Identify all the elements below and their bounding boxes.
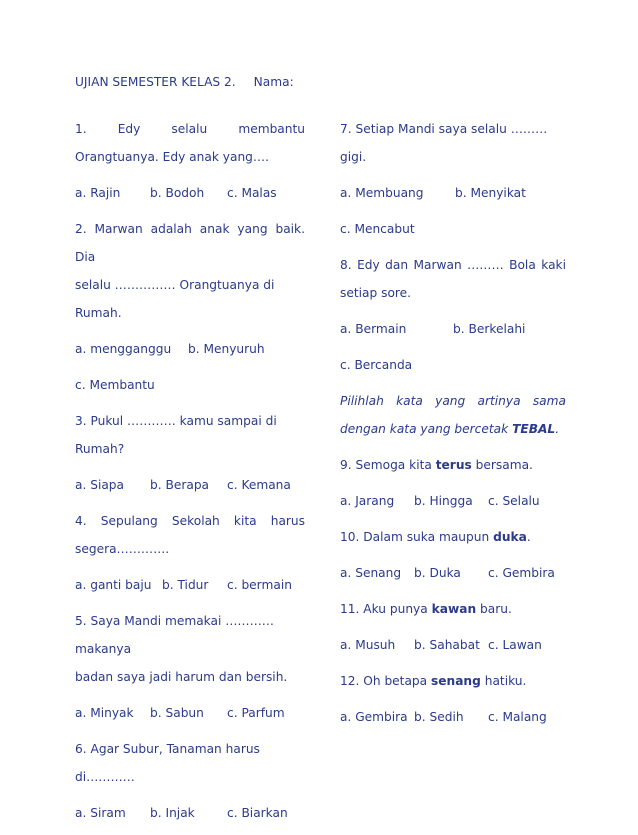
option-b[interactable]: b. Sedih xyxy=(414,710,464,724)
bold-word: terus xyxy=(435,458,472,472)
option-b[interactable]: b. Bodoh xyxy=(150,186,205,200)
option-c[interactable]: c. Malang xyxy=(488,710,547,724)
option-a[interactable]: a. Rajin xyxy=(75,186,121,200)
question-text: 3. Pukul ………… kamu sampai di Rumah? xyxy=(75,414,277,456)
option-a[interactable]: a. Membuang xyxy=(340,186,424,200)
option-c[interactable]: c. Membantu xyxy=(75,378,155,392)
option-b[interactable]: b. Sabun xyxy=(150,706,204,720)
instruction-bold: TEBAL xyxy=(512,422,556,436)
question-10-options xyxy=(340,559,566,587)
instruction-post: . xyxy=(555,422,560,436)
name-label: Nama: xyxy=(253,75,294,89)
question-7-option-row xyxy=(340,179,566,207)
question-1 xyxy=(75,115,305,171)
question-12-options xyxy=(340,703,566,731)
question-9-options xyxy=(340,487,566,515)
question-text-line2: badan saya jadi harum dan bersih. xyxy=(75,670,288,684)
question-2 xyxy=(75,215,305,327)
question-text xyxy=(340,523,566,551)
question-3 xyxy=(75,407,305,463)
question-text-post: bersama. xyxy=(471,458,533,472)
right-column xyxy=(340,115,566,731)
question-text: 6. Agar Subur, Tanaman harus di………… xyxy=(75,742,260,784)
exam-header xyxy=(75,75,294,89)
question-text xyxy=(340,595,566,623)
question-7 xyxy=(340,115,566,171)
option-b[interactable]: b. Menyikat xyxy=(455,186,526,200)
question-text xyxy=(340,667,566,695)
option-b[interactable]: b. Duka xyxy=(414,566,461,580)
left-column xyxy=(75,115,305,835)
option-c[interactable]: c. Selalu xyxy=(488,494,540,508)
question-text-line1: 5. Saya Mandi memakai ………… makanya xyxy=(75,614,274,656)
question-text-line2: setiap sore. xyxy=(340,286,412,300)
option-c[interactable]: c. bermain xyxy=(227,578,292,592)
question-4 xyxy=(75,507,305,563)
option-a[interactable]: a. mengganggu xyxy=(75,342,172,356)
question-6 xyxy=(75,735,305,791)
option-c[interactable]: c. Malas xyxy=(227,186,277,200)
instruction-text xyxy=(340,387,566,443)
option-b[interactable]: b. Tidur xyxy=(162,578,209,592)
question-8 xyxy=(340,251,566,307)
option-c[interactable]: c. Parfum xyxy=(227,706,285,720)
option-a[interactable]: a. Jarang xyxy=(340,494,395,508)
question-text-line1: 2. Marwan adalah anak yang baik. Dia xyxy=(75,222,305,264)
question-9 xyxy=(340,451,566,479)
instruction-pre: Pilihlah kata yang artinya sama dengan kata yang bercetak xyxy=(340,394,566,436)
question-5 xyxy=(75,607,305,691)
question-1-options xyxy=(75,179,305,207)
question-12 xyxy=(340,667,566,695)
option-c[interactable]: c. Mencabut xyxy=(340,222,415,236)
question-text xyxy=(340,451,566,479)
question-text: 1. Edy selalu membantu Orangtuanya. Edy anak yang…. xyxy=(75,122,305,164)
question-text-pre: 10. Dalam suka maupun xyxy=(340,530,494,544)
question-4-options xyxy=(75,571,305,599)
question-10 xyxy=(340,523,566,551)
question-11-options xyxy=(340,631,566,659)
question-text-line1: 4. Sepulang Sekolah kita harus xyxy=(75,514,305,528)
option-a[interactable]: a. Musuh xyxy=(340,638,396,652)
question-2-option-row xyxy=(75,335,305,363)
option-b[interactable]: b. Berapa xyxy=(150,478,210,492)
option-a[interactable]: a. ganti baju xyxy=(75,578,152,592)
option-c[interactable]: c. Biarkan xyxy=(227,806,288,820)
option-a[interactable]: a. Bermain xyxy=(340,322,407,336)
option-c[interactable]: c. Gembira xyxy=(488,566,555,580)
option-b[interactable]: b. Sahabat xyxy=(414,638,480,652)
question-text-line2: segera…………. xyxy=(75,542,170,556)
option-c[interactable]: c. Lawan xyxy=(488,638,542,652)
question-text: 7. Setiap Mandi saya selalu ……… gigi. xyxy=(340,122,548,164)
question-text-post: hatiku. xyxy=(480,674,527,688)
option-a[interactable]: a. Gembira xyxy=(340,710,408,724)
option-b[interactable]: b. Menyuruh xyxy=(188,342,265,356)
question-11 xyxy=(340,595,566,623)
bold-word: duka xyxy=(493,530,527,544)
option-a[interactable]: a. Siapa xyxy=(75,478,125,492)
question-7-option-row-2 xyxy=(340,215,566,243)
question-text-pre: 9. Semoga kita xyxy=(340,458,436,472)
question-6-options xyxy=(75,799,305,827)
question-2-option-row-2 xyxy=(75,371,305,399)
question-8-option-row xyxy=(340,315,566,343)
option-c[interactable]: c. Kemana xyxy=(227,478,291,492)
option-b[interactable]: b. Hingga xyxy=(414,494,473,508)
option-a[interactable]: a. Siram xyxy=(75,806,126,820)
question-text-pre: 11. Aku punya xyxy=(340,602,432,616)
question-3-options xyxy=(75,471,305,499)
question-text-line1: 8. Edy dan Marwan ……… Bola kaki xyxy=(340,258,566,272)
option-b[interactable]: b. Injak xyxy=(150,806,195,820)
question-text-post: . xyxy=(526,530,531,544)
option-a[interactable]: a. Minyak xyxy=(75,706,134,720)
option-b[interactable]: b. Berkelahi xyxy=(453,322,526,336)
question-text-line2: selalu …………… Orangtuanya di Rumah. xyxy=(75,278,275,320)
question-5-options xyxy=(75,699,305,727)
option-c[interactable]: c. Bercanda xyxy=(340,358,413,372)
question-text-post: baru. xyxy=(476,602,512,616)
question-text-pre: 12. Oh betapa xyxy=(340,674,432,688)
bold-word: kawan xyxy=(431,602,477,616)
option-a[interactable]: a. Senang xyxy=(340,566,402,580)
bold-word: senang xyxy=(431,674,481,688)
exam-title: UJIAN SEMESTER KELAS 2. xyxy=(75,75,236,89)
question-8-option-row-2 xyxy=(340,351,566,379)
